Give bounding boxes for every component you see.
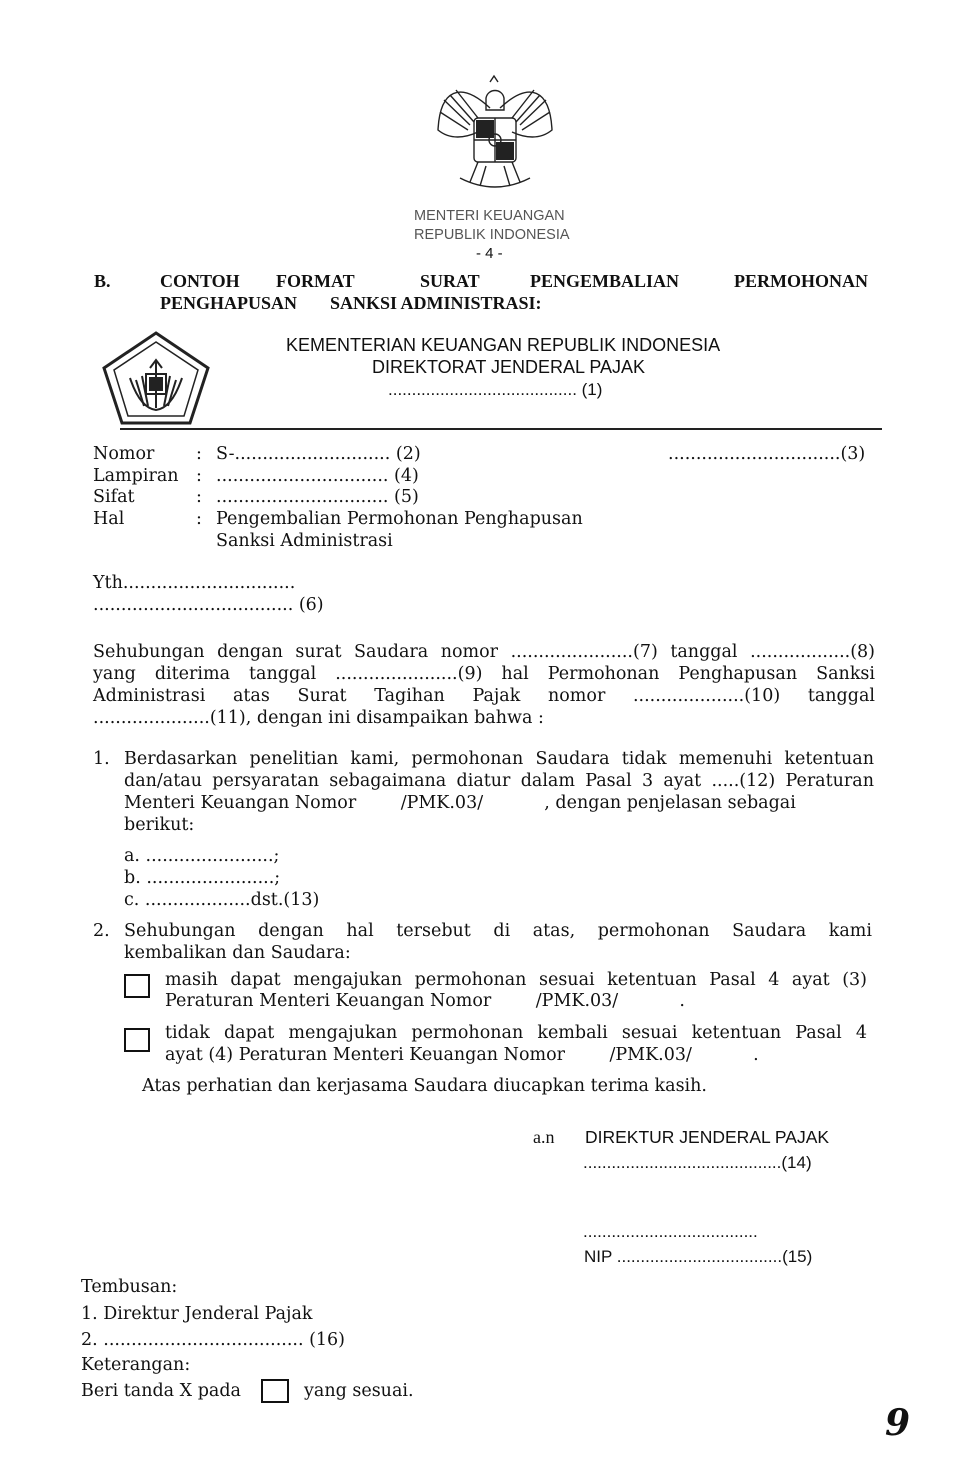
recipient-line: .................................... (6): [93, 595, 324, 615]
option-checkbox[interactable]: [124, 1028, 150, 1052]
option-line: tidak dapat mengajukan permohonan kembali sesuai ketentuan Pasal 4: [165, 1023, 867, 1043]
letterhead-divider: [120, 428, 882, 430]
section-title-word: PENGEMBALIAN: [530, 271, 680, 291]
nomor-label: Nomor: [93, 444, 155, 464]
option-checkbox[interactable]: [124, 974, 150, 998]
item-line: Menteri Keuangan Nomor /PMK.03/ , dengan penjelasan sebagai: [124, 793, 796, 813]
item-line: kembalikan dan Saudara:: [124, 943, 351, 963]
page-number: - 4 -: [476, 245, 503, 262]
republic-title: REPUBLIK INDONESIA: [414, 227, 570, 243]
signatory-nip: NIP ...................................(15): [584, 1247, 813, 1266]
letter-date: ...............................(3): [668, 444, 866, 464]
hal-label: Hal: [93, 509, 125, 529]
minister-title: MENTERI KEUANGAN: [414, 208, 565, 224]
section-letter: B.: [94, 271, 111, 291]
signatory-name: .....................................: [583, 1222, 758, 1241]
item-number: 1.: [93, 749, 110, 769]
hal-value: Pengembalian Permohonan Penghapusan: [216, 509, 583, 529]
keterangan-label: Keterangan:: [81, 1355, 191, 1375]
example-checkbox-icon: [261, 1379, 289, 1403]
paragraph-line: Administrasi atas Surat Tagihan Pajak nomor ....................(10) tanggal: [93, 686, 875, 706]
item-number: 2.: [93, 921, 110, 941]
sub-item: c. ...................dst.(13): [124, 890, 320, 910]
colon: :: [196, 509, 202, 529]
tembusan-label: Tembusan:: [81, 1277, 178, 1297]
item-line: berikut:: [124, 815, 195, 835]
letterhead-directorate: DIREKTORAT JENDERAL PAJAK: [372, 357, 646, 377]
signature-title: DIREKTUR JENDERAL PAJAK: [585, 1127, 830, 1147]
sub-item: a. .......................;: [124, 846, 280, 866]
sifat-label: Sifat: [93, 487, 135, 507]
garuda-emblem-icon: [430, 70, 560, 200]
section-title-word: SURAT: [420, 271, 480, 291]
item-line: dan/atau persyaratan sebagaimana diatur dalam Pasal 3 ayat .....(12) Peraturan: [124, 771, 874, 791]
colon: :: [196, 466, 202, 486]
section-title-word: CONTOH: [160, 271, 240, 291]
keterangan-text: yang sesuai.: [304, 1381, 414, 1401]
lampiran-label: Lampiran: [93, 466, 179, 486]
recipient-line: Yth...............................: [93, 573, 296, 593]
letterhead-office: ........................................ (1): [388, 380, 603, 399]
tembusan-item: 2. .................................... (16): [81, 1330, 346, 1350]
section-title-word: FORMAT: [276, 271, 355, 291]
signature-an: a.n: [533, 1127, 555, 1147]
lampiran-value: ............................... (4): [216, 466, 419, 486]
keterangan-text: Beri tanda X pada: [81, 1381, 241, 1401]
paragraph-line: yang diterima tanggal ......................(9) hal Permohonan Penghapusan Sanksi: [93, 664, 875, 684]
section-title-word: SANKSI ADMINISTRASI:: [330, 293, 542, 313]
option-line: masih dapat mengajukan permohonan sesuai ketentuan Pasal 4 ayat (3): [165, 970, 867, 990]
signature-line: ..........................................(14): [583, 1153, 812, 1172]
letterhead-ministry: KEMENTERIAN KEUANGAN REPUBLIK INDONESIA: [286, 335, 721, 355]
hal-value: Sanksi Administrasi: [216, 531, 393, 551]
paragraph-line: Sehubungan dengan surat Saudara nomor ......................(7) tanggal ..................(8): [93, 642, 875, 662]
colon: :: [196, 444, 202, 464]
paragraph-line: .....................(11), dengan ini disampaikan bahwa :: [93, 708, 544, 728]
section-title-word: PENGHAPUSAN: [160, 293, 298, 313]
sifat-value: ............................... (5): [216, 487, 419, 507]
sub-item: b. .......................;: [124, 868, 281, 888]
option-line: ayat (4) Peraturan Menteri Keuangan Nomor /PMK.03/ .: [165, 1045, 759, 1065]
nomor-value: S-............................ (2): [216, 444, 421, 464]
item-line: Berdasarkan penelitian kami, permohonan Saudara tidak memenuhi ketentuan: [124, 749, 874, 769]
colon: :: [196, 487, 202, 507]
tembusan-item: 1. Direktur Jenderal Pajak: [81, 1304, 313, 1324]
section-title-word: PERMOHONAN: [734, 271, 868, 291]
handwritten-page-mark: 9: [885, 1402, 911, 1444]
option-line: Peraturan Menteri Keuangan Nomor /PMK.03/ .: [165, 991, 685, 1011]
closing-sentence: Atas perhatian dan kerjasama Saudara diucapkan terima kasih.: [142, 1076, 707, 1096]
item-line: Sehubungan dengan hal tersebut di atas, permohonan Saudara kami: [124, 921, 872, 941]
ministry-logo-icon: [100, 330, 212, 426]
